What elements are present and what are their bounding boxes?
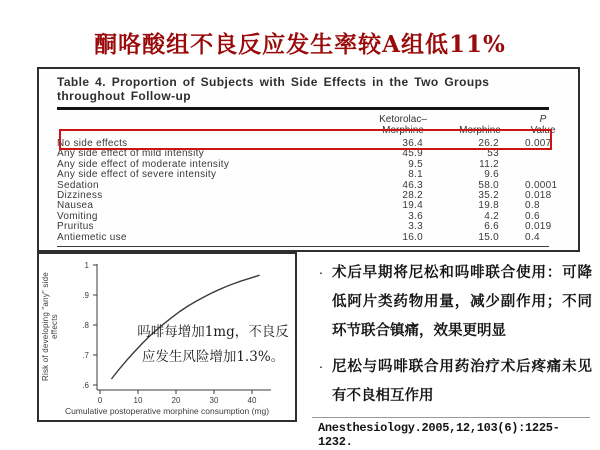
y-tick-label: .7 [82,351,89,360]
table-cell: 58.0 [478,179,499,191]
table-cell: 0.019 [525,221,552,233]
x-tick-label: 30 [209,396,219,405]
bullet-text: 术后早期将尼松和吗啡联合使用：可降低阿片类药物用量，减少副作用；不同环节联合镇痛，效果更明显 [332,264,592,339]
x-tick-label: 10 [133,396,143,405]
table-caption-rule [57,107,549,110]
table-cell: Pruritus [57,221,94,233]
table-bottom-rule [57,246,549,247]
header-line: Value [530,125,556,136]
table-cell [511,160,575,170]
table-cell: 19.4 [402,200,423,212]
header-line: Ketorolac– [379,114,427,125]
x-tick-label: 40 [247,396,257,405]
table-cell: 0.4 [525,231,540,243]
chart-annotation: 吗啡每增加1mg，不良反应发生风险增加1.3%。 [137,324,289,365]
slide-title: 酮咯酸组不良反应发生率较A组低11% [94,31,506,58]
chart-x-axis-label: Cumulative postoperative morphine consumption (mg) [64,406,270,416]
table-cell: Vomiting [57,210,98,222]
table-caption: Table 4. Proportion of Subjects with Side Effects in the Two Groups throughout Follow-up [57,75,490,103]
table-cell: 9.5 [408,158,423,170]
bullet-text: 尼松与吗啡联合用药治疗术后疼痛未见有不良相互作用 [332,358,592,404]
table-cell: Sedation [57,179,99,191]
y-tick-label: 1 [84,261,89,270]
table-cell: 53 [487,148,499,160]
header-line: P [539,114,547,125]
y-tick-label: .8 [82,321,89,330]
table-cell: 26.2 [478,138,499,149]
header-line: Morphine [459,125,501,136]
risk-chart-panel [37,252,297,422]
x-tick-label: 0 [97,396,103,405]
table-cell: 35.2 [478,189,499,201]
y-tick-label: .9 [82,291,89,300]
header-line: Morphine [382,125,424,136]
table-cell: Any side effect of severe intensity [57,169,217,181]
table-cell: 0.007 [525,138,552,149]
bullet-marker: · [318,358,324,374]
table-cell: No side effects [57,138,128,149]
table-cell: 36.4 [402,138,423,149]
table-cell: 6.6 [484,221,499,233]
x-tick-label: 20 [171,396,181,405]
table-cell: 3.6 [408,210,423,222]
table-cell: 9.6 [484,169,499,181]
table-cell [511,149,575,159]
table-cell: 15.0 [478,231,499,243]
highlight-box-no-side-effects [59,129,552,150]
table-cell: Nausea [57,200,94,212]
table-cell: Any side effect of mild intensity [57,148,205,160]
table-row [57,181,578,191]
table-cell: 0.6 [525,210,540,222]
table-cell: 45.9 [402,148,423,160]
bullet-marker: · [318,264,324,280]
table-cell: 16.0 [402,231,423,243]
table-row [57,233,578,243]
table-cell: 0.0001 [525,179,558,191]
table-cell: 0.018 [525,189,552,201]
table-cell: Antiemetic use [57,231,127,243]
table-rows [57,139,578,243]
table4-panel [37,67,580,252]
table-cell: 8.1 [408,169,423,181]
table-cell: Any side effect of moderate intensity [57,158,230,170]
table-row [57,222,578,232]
table-cell: 0.8 [525,200,540,212]
table-cell: 11.2 [479,158,499,170]
y-tick-label: .6 [82,381,89,390]
table-cell: 46.3 [402,179,423,191]
table-row [57,212,578,222]
notes-panel [310,258,592,449]
bullet-item [310,352,592,410]
table-cell: 28.2 [402,189,423,201]
citation: Anesthesiology.2005,12,103(6):1225-1232. [318,421,560,449]
table-cell: 4.2 [484,210,499,222]
table-row [57,201,578,211]
citation-divider [312,417,590,418]
table-cell: 3.3 [408,221,423,233]
table-row [57,191,578,201]
chart-y-axis-label: Risk of developing "any" side effects [41,272,59,382]
table-cell: 19.8 [478,200,499,212]
table-cell: Dizziness [57,189,103,201]
bullet-item [310,258,592,345]
table-row [57,170,578,180]
